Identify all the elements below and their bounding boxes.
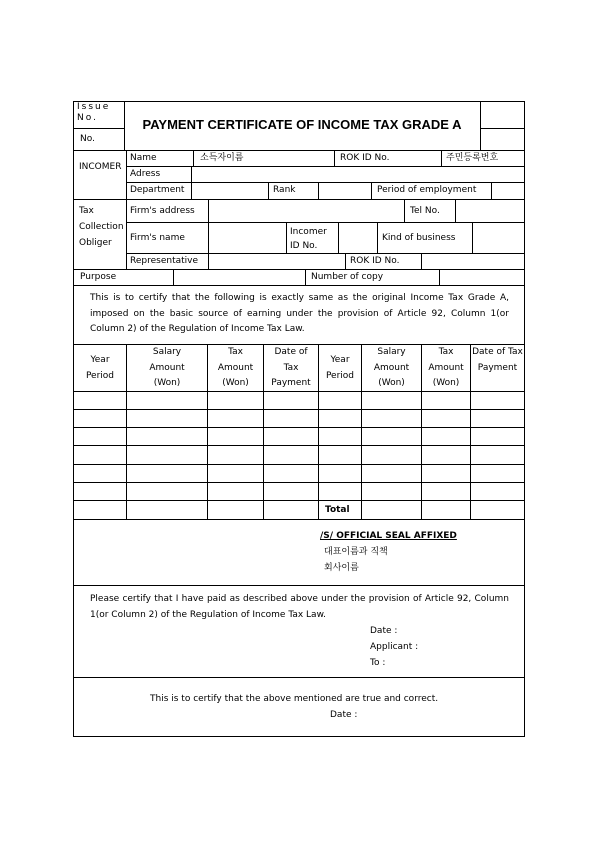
issue-no-label: Issue No. [77, 102, 111, 123]
rule [338, 222, 339, 253]
rule [73, 199, 525, 200]
rule [361, 344, 362, 519]
rule [421, 253, 422, 269]
rule [73, 677, 525, 678]
period-of-employment-label: Period of employment [377, 185, 477, 195]
rule [73, 500, 525, 501]
table-header-year-period: Year Period [85, 355, 115, 381]
rule [73, 482, 525, 483]
rule [286, 222, 287, 253]
rule [439, 269, 440, 285]
table-header-salary-amount-2: Salary Amount (Won) [373, 347, 410, 388]
rule [377, 222, 378, 253]
applicant-label: Applicant : [370, 642, 419, 652]
rule [73, 285, 525, 286]
rule [126, 344, 127, 519]
rok-id-value: 주민등록번호 [446, 153, 499, 163]
rank-label: Rank [273, 185, 296, 195]
request-text: Please certify that I have paid as described above under the provision of Article 92, Column 1(or Column 2) of the Regulation of Income Tax Law. [90, 594, 509, 620]
rule [455, 199, 456, 222]
rule [73, 269, 525, 270]
number-of-copy-label: Number of copy [311, 272, 384, 282]
rule [480, 128, 525, 129]
confirm-text: This is to certify that the above mentioned are true and correct. [150, 694, 439, 704]
name-value: 소득자이름 [200, 153, 244, 163]
rule [404, 199, 405, 222]
request-date-label: Date : [370, 626, 398, 636]
department-label: Department [130, 185, 185, 195]
rule [173, 269, 174, 285]
firm-name-label: Firm's name [130, 233, 185, 243]
company-name: 회사이름 [324, 563, 359, 573]
rule [126, 222, 525, 223]
incomer-label: INCOMER [79, 162, 122, 172]
address-label: Adress [130, 169, 161, 179]
rule [73, 445, 525, 446]
purpose-label: Purpose [80, 272, 117, 282]
to-label: To : [370, 658, 386, 668]
rule [208, 199, 209, 269]
table-header-year-period-2: Year Period [325, 355, 355, 381]
table-header-date-of-payment: Date of Tax Payment [271, 347, 311, 388]
rule [263, 344, 264, 519]
rule [421, 344, 422, 519]
rule [73, 409, 525, 410]
firm-address-label: Firm's address [130, 206, 195, 216]
rule [491, 182, 492, 199]
rule [126, 166, 525, 167]
rule [318, 182, 319, 199]
rule [193, 150, 194, 166]
representative-label: Representative [130, 256, 199, 266]
certify-text: This is to certify that the following is exactly same as the original Income Tax Grade A, imposed on the basic source of earning under the provision of Article 92, Column 1(or Column 2) of the Regulation of Income Tax Law. [90, 293, 509, 334]
obliger-label: Tax Collection Obliger [79, 206, 124, 248]
rule [126, 182, 525, 183]
table-header-salary-amount: Salary Amount (Won) [149, 347, 185, 388]
rule [480, 101, 481, 150]
rule [268, 182, 269, 199]
representative-name-title: 대표이름과 직책 [324, 547, 388, 557]
rule [371, 182, 372, 199]
rule [73, 128, 124, 129]
rule [73, 585, 525, 586]
total-label: Total [325, 505, 350, 515]
rule [207, 344, 208, 519]
rule [318, 344, 319, 519]
rule [345, 253, 346, 269]
confirm-date-label: Date : [330, 710, 358, 720]
rule [73, 427, 525, 428]
table-header-date-of-payment-2: Date of Tax Payment [472, 347, 523, 373]
rule [126, 253, 525, 254]
kind-of-business-label: Kind of business [382, 233, 456, 243]
page-title: PAYMENT CERTIFICATE OF INCOME TAX GRADE A [142, 117, 462, 132]
rule [470, 344, 471, 519]
rule [126, 150, 127, 269]
no-label: No. [80, 134, 95, 144]
rule [441, 150, 442, 166]
tel-label: Tel No. [410, 206, 440, 216]
certificate-form [73, 101, 525, 737]
incomer-id-label: Incomer ID No. [290, 227, 327, 251]
rule [73, 150, 525, 151]
obliger-rok-id-label: ROK ID No. [350, 256, 400, 266]
rule [472, 222, 473, 253]
rok-id-label: ROK ID No. [340, 153, 390, 163]
rule [334, 150, 335, 166]
table-header-tax-amount: Tax Amount (Won) [217, 347, 254, 388]
rule [73, 519, 525, 520]
table-header-tax-amount-2: Tax Amount (Won) [428, 347, 464, 388]
rule [73, 464, 525, 465]
name-label: Name [130, 153, 157, 163]
official-seal-text: /S/ OFFICIAL SEAL AFFIXED [320, 531, 457, 541]
rule [191, 166, 192, 199]
rule [305, 269, 306, 285]
